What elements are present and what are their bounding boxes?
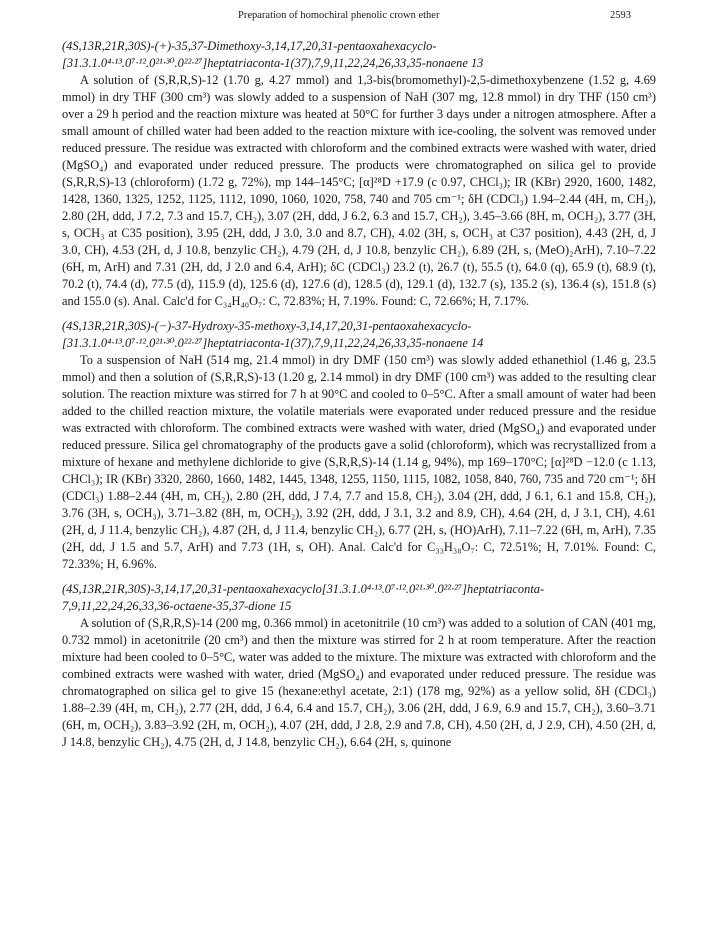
- compound-13-procedure: A solution of (S,R,R,S)-12 (1.70 g, 4.27 mmol) and 1,3-bis(bromomethyl)-2,5-dimethoxybenzene (1.52 g, 4.69 mmol) in dry THF (300 cm³) was slowly added to a suspension of NaH (307 mg, 12.8 mmol) in dry THF (150 cm³) over a 29 h period and the reaction mixture was heated at 50°C for further 3 days under a nitrogen atmosphere. After a small amount of chilled water had been added to the reaction mixture with ice-cooling, the solvent was removed under reduced pressure. The residue was extracted with chloroform and the combined extracts were washed with water, dried (MgSO₄) and evaporated under reduced pressure. The products were chromatographed on silica gel to provide (S,R,R,S)-13 (chloroform) (1.72 g, 72%), mp 144–145°C; [α]²⁸D +17.9 (c 0.97, CHCl₃); IR (KBr) 2920, 1600, 1482, 1428, 1360, 1325, 1252, 1125, 1112, 1090, 1060, 1020, 758, 740 and 705 cm⁻¹; δH (CDCl₃) 1.94–2.44 (4H, m, CH₂), 2.80 (2H, ddd, J 7.2, 7.3 and 15.7, CH₂), 3.07 (2H, ddd, J 6.2, 6.3 and 15.7, CH₂), 3.45–3.66 (8H, m, OCH₂), 3.77 (3H, s, OCH₃ at C35 position), 3.95 (2H, ddd, J 3.0, 3.0 and 8.7, CH), 4.02 (3H, s, OCH₃ at C37 position), 4.43 (2H, d, J 3.0, CH), 4.53 (2H, d, J 10.8, benzylic CH₂), 4.79 (2H, d, J 10.8, benzylic CH₂), 6.89 (2H, s, (MeO)₂ArH), 7.10–7.22 (6H, m, ArH) and 7.31 (2H, dd, J 2.0 and 6.4, ArH); δC (CDCl₃) 23.2 (t), 26.7 (t), 55.5 (t), 64.0 (q), 65.9 (t), 68.9 (t), 70.2 (t), 74.4 (d), 77.5 (d), 115.9 (d), 125.6 (d), 127.6 (d), 128.5 (d), 129.1 (d), 132.7 (s), 135.2 (s), 136.4 (s), 151.8 (s) and 155.0 (s). Anal. Calc'd for C₃₄H₄₀O₇: C, 72.83%; H, 7.19%. Found: C, 72.66%; H, 7.17%.: [62, 73, 656, 308]
- section-compound-14: [62, 318, 656, 573]
- compound-14-title-line-2: [31.3.1.0⁴·¹³.0⁷·¹².0²¹·³⁰.0²²·²⁷]heptatriaconta-1(37),7,9,11,22,24,26,33,35-nonaene 14: [62, 336, 484, 350]
- page-number: 2593: [610, 10, 631, 21]
- section-compound-13: [62, 38, 656, 310]
- compound-15-title-line-1: (4S,13R,21R,30S)-3,14,17,20,31-pentaoxahexacyclo[31.3.1.0⁴·¹³.0⁷·¹².0²¹·³⁰.0²²·²⁷]heptatriaconta-: [62, 582, 545, 596]
- compound-13-title-line-1: (4S,13R,21R,30S)-(+)-35,37-Dimethoxy-3,14,17,20,31-pentaoxahexacyclo-: [62, 39, 437, 53]
- compound-14-title-line-1: (4S,13R,21R,30S)-(−)-37-Hydroxy-35-methoxy-3,14,17,20,31-pentaoxahexacyclo-: [62, 319, 472, 333]
- compound-15-title-line-2: 7,9,11,22,24,26,33,36-octaene-35,37-dione 15: [62, 599, 292, 613]
- section-compound-15: [62, 581, 656, 751]
- article-body: [62, 38, 656, 759]
- compound-14-procedure: To a suspension of NaH (514 mg, 21.4 mmol) in dry DMF (150 cm³) was slowly added ethanethiol (1.46 g, 23.5 mmol) and then a solution of (S,R,R,S)-13 (1.20 g, 2.14 mmol) in dry DMF (100 cm³) was added to the resulting clear solution. The reaction mixture was stirred for 7 h at 90°C and cooled to 0–5°C. After a small amount of water had been added to the chilled reaction mixture, the volatile materials were evaporated under reduced pressure and the residue was extracted with chloroform. The combined extracts were washed with water, dried (MgSO₄) and evaporated under reduced pressure. Silica gel chromatography of the products gave a solid (chloroform), which was recrystallized from a mixture of hexane and methylene dichloride to give (S,R,R,S)-14 (1.14 g, 94%), mp 169–170°C; [α]²⁸D −12.0 (c 1.13, CHCl₃); IR (KBr) 3320, 2860, 1660, 1482, 1445, 1348, 1255, 1150, 1115, 1082, 1058, 840, 760, 735 and 720 cm⁻¹; δH (CDCl₃) 1.88–2.44 (4H, m, CH₂), 2.80 (2H, ddd, J 7.4, 7.7 and 15.8, CH₂), 3.04 (2H, ddd, J 6.1, 6.1 and 15.8, CH₂), 3.76 (3H, s, OCH₃), 3.71–3.82 (8H, m, OCH₂), 3.92 (2H, ddd, J 3.1, 3.2 and 8.9, CH), 4.64 (2H, d, J 3.1, CH), 4.61 (2H, d, J 11.4, benzylic CH₂), 4.87 (2H, d, J 11.4, benzylic CH₂), 6.77 (2H, s, (HO)ArH), 7.11–7.22 (6H, m, ArH), 7.35 (2H, dd, J 1.5 and 5.7, ArH) and 7.73 (1H, s, OH). Anal. Calc'd for C₃₃H₃₈O₇: C, 72.51%; H, 7.01%. Found: C, 72.33%; H, 6.96%.: [62, 353, 656, 571]
- running-head: [0, 10, 701, 26]
- compound-13-title-line-2: [31.3.1.0⁴·¹³.0⁷·¹².0²¹·³⁰.0²²·²⁷]heptatriaconta-1(37),7,9,11,22,24,26,33,35-nonaene 13: [62, 56, 484, 70]
- running-title: Preparation of homochiral phenolic crown ether: [238, 10, 440, 21]
- compound-15-procedure: A solution of (S,R,R,S)-14 (200 mg, 0.366 mmol) in acetonitrile (10 cm³) was added to a solution of CAN (401 mg, 0.732 mmol) in acetonitrile (20 cm³) and then the mixture was stirred for 2 h at room temperature. After the reaction mixture had been cooled to 0–5°C, water was added to the mixture. The mixture was extracted with chloroform and the combined extracts were washed with water, dried (MgSO₄) and evaporated under reduced pressure. The residue was chromatographed on silica gel to give 15 (hexane:ethyl acetate, 2:1) (178 mg, 92%) as a yellow solid, δH (CDCl₃) 1.88–2.39 (4H, m, CH₂), 2.77 (2H, ddd, J 6.4, 6.4 and 15.7, CH₂), 3.06 (2H, ddd, J 6.9, 6.9 and 15.7, CH₂), 3.60–3.71 (6H, m, OCH₂), 3.83–3.92 (2H, m, OCH₂), 4.07 (2H, ddd, J 2.8, 2.9 and 7.8, CH), 4.50 (2H, d, J 2.9, CH), 4.50 (2H, d, J 14.8, benzylic CH₂), 4.75 (2H, d, J 14.8, benzylic CH₂), 6.64 (2H, s, quinone: [62, 616, 656, 749]
